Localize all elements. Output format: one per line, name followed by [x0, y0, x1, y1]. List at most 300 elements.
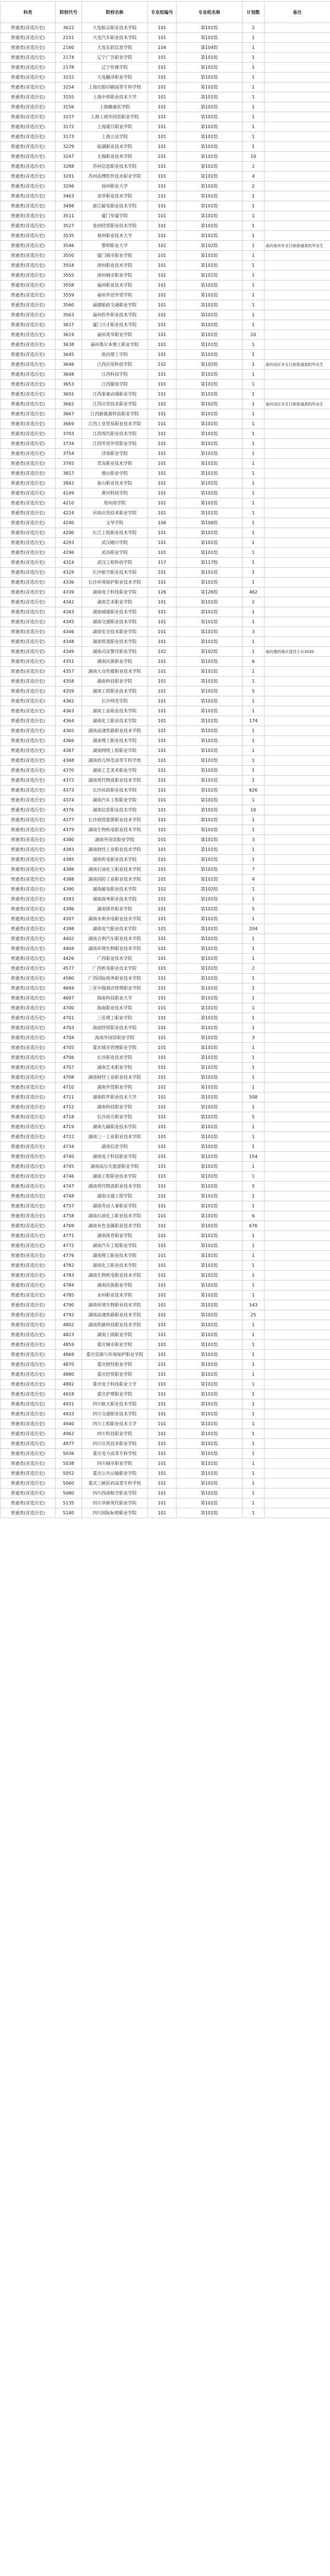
school-name-cell: 江西科技学院	[82, 370, 148, 380]
school-name-cell: 硅湖职业技术学院	[82, 142, 148, 152]
table-row	[1, 340, 330, 350]
table-row	[1, 776, 330, 786]
school-name-cell: 湖南汽车工程职业学院	[82, 1241, 148, 1251]
category-cell: 普通类(首选历史)	[1, 835, 56, 845]
plan-count-cell: 1	[243, 984, 265, 993]
school-name-cell: 厦门城市职业学院	[82, 251, 148, 261]
school-code-cell: 4388	[56, 875, 82, 885]
table-row	[1, 132, 330, 142]
category-cell: 普通类(首选历史)	[1, 528, 56, 538]
category-cell: 普通类(首选历史)	[1, 597, 56, 607]
group-number-cell: 101	[148, 1083, 177, 1092]
category-cell: 普通类(首选历史)	[1, 1211, 56, 1221]
remarks-cell	[265, 380, 330, 389]
table-row	[1, 1102, 330, 1112]
table-row	[1, 83, 330, 92]
school-code-cell: 3527	[56, 221, 82, 231]
group-number-cell: 101	[148, 23, 177, 33]
plan-count-cell: 543	[243, 1300, 265, 1310]
group-name-cell: 第101组	[177, 756, 243, 766]
category-cell: 普通类(首选历史)	[1, 1152, 56, 1162]
remarks-cell: 面向设区市全日制普通高校毕业生	[265, 399, 330, 409]
table-row	[1, 1380, 330, 1389]
group-number-cell: 101	[148, 201, 177, 211]
school-code-cell: 3554	[56, 261, 82, 271]
header-school-name: 院校名称	[82, 2, 148, 23]
group-name-cell: 第101组	[177, 1508, 243, 1518]
school-name-cell: 海南外国语职业学院	[82, 1033, 148, 1043]
group-name-cell: 第101组	[177, 944, 243, 954]
group-number-cell: 101	[148, 102, 177, 112]
table-row	[1, 63, 330, 73]
table-row	[1, 974, 330, 984]
group-name-cell: 第101组	[177, 1281, 243, 1290]
group-number-cell: 102	[148, 885, 177, 894]
table-row	[1, 1182, 330, 1191]
group-number-cell: 101	[148, 508, 177, 518]
plan-count-cell: 3	[243, 627, 265, 637]
group-name-cell: 第101组	[177, 1350, 243, 1360]
category-cell: 普通类(首选历史)	[1, 1033, 56, 1043]
school-code-cell: 3638	[56, 340, 82, 350]
group-number-cell: 101	[148, 409, 177, 419]
school-code-cell: 4383	[56, 845, 82, 855]
school-code-cell: 5038	[56, 1459, 82, 1469]
group-number-cell: 101	[148, 389, 177, 399]
group-name-cell: 第101组	[177, 1132, 243, 1142]
group-number-cell: 101	[148, 330, 177, 340]
school-code-cell: 4710	[56, 1083, 82, 1092]
remarks-cell	[265, 1063, 330, 1073]
remarks-cell	[265, 271, 330, 281]
category-cell: 普通类(首选历史)	[1, 716, 56, 726]
school-code-cell: 4359	[56, 686, 82, 696]
plan-count-cell: 1	[243, 558, 265, 568]
group-name-cell: 第101组	[177, 380, 243, 389]
group-number-cell: 101	[148, 1053, 177, 1063]
plan-count-cell: 1	[243, 518, 265, 528]
school-code-cell: 5052	[56, 1469, 82, 1479]
school-name-cell: 重庆三峡医药高等专科学校	[82, 1479, 148, 1489]
plan-count-cell: 5	[243, 904, 265, 914]
school-code-cell: 4365	[56, 726, 82, 736]
school-name-cell: 湖南九嶷职业技术学院	[82, 1122, 148, 1132]
table-row	[1, 53, 330, 63]
group-number-cell: 101	[148, 607, 177, 617]
table-row	[1, 1320, 330, 1330]
table-row	[1, 290, 330, 300]
school-name-cell: 湖南体育职业学院	[82, 1231, 148, 1241]
remarks-cell	[265, 1122, 330, 1132]
remarks-cell	[265, 607, 330, 617]
remarks-cell	[265, 122, 330, 132]
category-cell: 普通类(首选历史)	[1, 241, 56, 251]
category-cell: 普通类(首选历史)	[1, 1340, 56, 1350]
school-code-cell: 4705	[56, 1043, 82, 1053]
group-number-cell: 101	[148, 776, 177, 786]
remarks-cell	[265, 102, 330, 112]
group-name-cell: 第101组	[177, 1043, 243, 1053]
plan-count-cell: 174	[243, 716, 265, 726]
group-name-cell: 第101组	[177, 776, 243, 786]
group-name-cell: 第101组	[177, 231, 243, 241]
plan-count-cell: 1	[243, 201, 265, 211]
school-name-cell: 长沙航空职业技术学院	[82, 568, 148, 578]
table-row	[1, 1231, 330, 1241]
school-name-cell: 河南应用技术职业学院	[82, 508, 148, 518]
category-cell: 普通类(首选历史)	[1, 894, 56, 904]
group-name-cell: 第101组	[177, 1033, 243, 1043]
school-name-cell: 青岛职业技术学院	[82, 459, 148, 469]
table-row	[1, 1459, 330, 1469]
school-code-cell: 4373	[56, 786, 82, 795]
school-name-cell: 四川城市职业学院	[82, 1459, 148, 1469]
school-code-cell: 4349	[56, 647, 82, 657]
remarks-cell	[265, 1092, 330, 1102]
group-name-cell: 第101组	[177, 627, 243, 637]
group-number-cell: 101	[148, 1231, 177, 1241]
school-code-cell: 4390	[56, 885, 82, 894]
group-name-cell: 第101组	[177, 686, 243, 696]
group-number-cell: 101	[148, 944, 177, 954]
school-code-cell: 4397	[56, 914, 82, 924]
category-cell: 普通类(首选历史)	[1, 469, 56, 479]
group-name-cell: 第101组	[177, 73, 243, 83]
remarks-cell	[265, 1449, 330, 1459]
remarks-cell	[265, 1221, 330, 1231]
category-cell: 普通类(首选历史)	[1, 1191, 56, 1201]
category-cell: 普通类(首选历史)	[1, 1320, 56, 1330]
plan-count-cell: 1	[243, 1360, 265, 1370]
remarks-cell	[265, 1489, 330, 1498]
group-name-cell: 第101组	[177, 568, 243, 578]
table-row	[1, 667, 330, 677]
group-number-cell: 101	[148, 1172, 177, 1182]
remarks-cell	[265, 1350, 330, 1360]
school-name-cell: 大连东软信息学院	[82, 43, 148, 53]
school-name-cell: 泉州职业技术大学	[82, 231, 148, 241]
plan-count-cell: 1	[243, 1023, 265, 1033]
plan-count-cell: 1	[243, 1013, 265, 1023]
group-number-cell: 101	[148, 1122, 177, 1132]
group-name-cell: 第101组	[177, 677, 243, 686]
remarks-cell	[265, 23, 330, 33]
category-cell: 普通类(首选历史)	[1, 924, 56, 934]
school-name-cell: 福州职业技术学院	[82, 281, 148, 290]
school-code-cell: 4711	[56, 1092, 82, 1102]
school-code-cell: 4882	[56, 1380, 82, 1389]
group-number-cell: 101	[148, 736, 177, 746]
school-code-cell: 3655	[56, 389, 82, 399]
group-number-cell: 101	[148, 1459, 177, 1469]
plan-count-cell: 1	[243, 1162, 265, 1172]
plan-count-cell: 1	[243, 954, 265, 964]
table-row	[1, 954, 330, 964]
group-number-cell: 101	[148, 73, 177, 83]
group-number-cell: 101	[148, 538, 177, 548]
plan-count-cell: 7	[243, 865, 265, 875]
group-name-cell: 第101组	[177, 1152, 243, 1162]
plan-count-cell: 1	[243, 1508, 265, 1518]
school-name-cell: 大连翻译职业学院	[82, 73, 148, 83]
header-school-code: 院校代号	[56, 2, 82, 23]
plan-count-cell: 1	[243, 488, 265, 498]
group-name-cell: 第101组	[177, 1310, 243, 1320]
school-code-cell: 4880	[56, 1370, 82, 1380]
school-code-cell: 5080	[56, 1489, 82, 1498]
plan-count-cell: 1	[243, 33, 265, 43]
remarks-cell	[265, 479, 330, 488]
group-name-cell: 第101组	[177, 736, 243, 746]
school-code-cell: 3463	[56, 191, 82, 201]
category-cell: 普通类(首选历史)	[1, 459, 56, 469]
remarks-cell	[265, 1340, 330, 1350]
plan-count-cell: 1	[243, 795, 265, 805]
school-code-cell: 3765	[56, 459, 82, 469]
remarks-cell	[265, 726, 330, 736]
category-cell: 普通类(首选历史)	[1, 1231, 56, 1241]
table-row	[1, 221, 330, 231]
plan-count-cell: 1	[243, 1489, 265, 1498]
remarks-cell	[265, 449, 330, 459]
group-number-cell: 101	[148, 182, 177, 191]
school-name-cell: 重庆资源与环境保护职业学院	[82, 1350, 148, 1360]
group-number-cell: 101	[148, 1419, 177, 1429]
group-name-cell: 第101组	[177, 1479, 243, 1489]
remarks-cell	[265, 1479, 330, 1489]
plan-count-cell: 1	[243, 815, 265, 825]
school-name-cell: 湖南国防工业职业技术学院	[82, 875, 148, 885]
group-number-cell: 101	[148, 528, 177, 538]
school-name-cell: 南昌理工学院	[82, 350, 148, 360]
group-number-cell: 101	[148, 162, 177, 172]
group-number-cell: 101	[148, 1191, 177, 1201]
group-number-cell: 101	[148, 766, 177, 776]
group-number-cell: 101	[148, 964, 177, 974]
category-cell: 普通类(首选历史)	[1, 875, 56, 885]
plan-count-cell: 1	[243, 1191, 265, 1201]
plan-count-cell: 1	[243, 944, 265, 954]
table-row	[1, 1498, 330, 1508]
table-row	[1, 1003, 330, 1013]
table-row	[1, 1053, 330, 1063]
school-name-cell: 湖南现代物流职业技术学院	[82, 776, 148, 786]
category-cell: 普通类(首选历史)	[1, 885, 56, 894]
school-code-cell: 3152	[56, 73, 82, 83]
remarks-cell	[265, 518, 330, 528]
school-name-cell: 湖南科技职业学院	[82, 1102, 148, 1112]
table-row	[1, 756, 330, 766]
table-row	[1, 1013, 330, 1023]
table-row	[1, 1132, 330, 1142]
plan-count-cell: 1	[243, 934, 265, 944]
category-cell: 普通类(首选历史)	[1, 756, 56, 766]
table-row	[1, 439, 330, 449]
table-row	[1, 726, 330, 736]
plan-count-cell: 1	[243, 1201, 265, 1211]
school-name-cell: 武汉工程科技学院	[82, 558, 148, 568]
group-number-cell: 117	[148, 558, 177, 568]
plan-count-cell: 1	[243, 271, 265, 281]
school-name-cell: 上海工商外国语职业学院	[82, 112, 148, 122]
school-code-cell: 2174	[56, 53, 82, 63]
remarks-cell	[265, 1013, 330, 1023]
school-name-cell: 湖南有色金属职业技术学院	[82, 1221, 148, 1231]
group-name-cell: 第101组	[177, 1023, 243, 1033]
group-number-cell: 101	[148, 498, 177, 508]
group-number-cell: 101	[148, 696, 177, 706]
category-cell: 普通类(首选历史)	[1, 647, 56, 657]
category-cell: 普通类(首选历史)	[1, 865, 56, 875]
school-name-cell: 湖南环境生物职业技术学院	[82, 1300, 148, 1310]
group-number-cell: 101	[148, 578, 177, 587]
category-cell: 普通类(首选历史)	[1, 1043, 56, 1053]
school-name-cell: 湖南外贸职业学院	[82, 1083, 148, 1092]
plan-count-cell: 1	[243, 449, 265, 459]
school-code-cell: 4368	[56, 756, 82, 766]
remarks-cell	[265, 855, 330, 865]
category-cell: 普通类(首选历史)	[1, 1459, 56, 1469]
school-name-cell: 江西新能源科技职业学院	[82, 409, 148, 419]
school-name-cell: 湖南网络工程职业学院	[82, 746, 148, 756]
table-row	[1, 647, 330, 657]
school-name-cell: 湖南外国语职业学院	[82, 835, 148, 845]
group-number-cell: 101	[148, 340, 177, 350]
plan-count-cell: 1	[243, 389, 265, 399]
school-code-cell: 4345	[56, 617, 82, 627]
remarks-cell	[265, 1281, 330, 1290]
category-cell: 普通类(首选历史)	[1, 578, 56, 587]
group-name-cell: 第102组	[177, 885, 243, 894]
table-row	[1, 1201, 330, 1211]
plan-count-cell: 1	[243, 607, 265, 617]
school-name-cell: 湖南电子科技职业学院	[82, 1152, 148, 1162]
school-name-cell: 湖南安全技术职业学院	[82, 627, 148, 637]
plan-count-cell: 462	[243, 587, 265, 597]
category-cell: 普通类(首选历史)	[1, 33, 56, 43]
remarks-cell	[265, 885, 330, 894]
category-cell: 普通类(首选历史)	[1, 43, 56, 53]
group-number-cell: 101	[148, 112, 177, 122]
school-name-cell: 上海中侨职业技术大学	[82, 92, 148, 102]
category-cell: 普通类(首选历史)	[1, 677, 56, 686]
plan-count-cell: 1	[243, 1330, 265, 1340]
category-cell: 普通类(首选历史)	[1, 1389, 56, 1399]
category-cell: 普通类(首选历史)	[1, 320, 56, 330]
plan-count-cell: 1	[243, 548, 265, 558]
school-code-cell: 4718	[56, 1112, 82, 1122]
category-cell: 普通类(首选历史)	[1, 825, 56, 835]
category-cell: 普通类(首选历史)	[1, 360, 56, 370]
category-cell: 普通类(首选历史)	[1, 1479, 56, 1489]
table-row	[1, 894, 330, 904]
group-number-cell: 101	[148, 904, 177, 914]
group-name-cell: 第101组	[177, 92, 243, 102]
table-row	[1, 142, 330, 152]
school-code-cell: 3646	[56, 360, 82, 370]
category-cell: 普通类(首选历史)	[1, 310, 56, 320]
table-row	[1, 518, 330, 528]
category-cell: 普通类(首选历史)	[1, 667, 56, 677]
school-name-cell: 漳州职业技术学院	[82, 261, 148, 271]
category-cell: 普通类(首选历史)	[1, 1261, 56, 1271]
table-row	[1, 1429, 330, 1439]
school-name-cell: 黄河科技学院	[82, 488, 148, 498]
group-name-cell: 第101组	[177, 825, 243, 835]
school-name-cell: 湖南铁道职业技术学院	[82, 637, 148, 647]
remarks-cell	[265, 805, 330, 815]
group-number-cell: 101	[148, 568, 177, 578]
table-row	[1, 261, 330, 271]
group-number-cell: 104	[148, 43, 177, 53]
remarks-cell	[265, 142, 330, 152]
category-cell: 普通类(首选历史)	[1, 984, 56, 993]
school-code-cell: 3173	[56, 132, 82, 142]
plan-count-cell: 1	[243, 73, 265, 83]
school-name-cell: 厦门华厦学院	[82, 211, 148, 221]
school-code-cell: 4374	[56, 795, 82, 805]
group-number-cell: 101	[148, 1310, 177, 1320]
group-name-cell: 第101组	[177, 1251, 243, 1261]
remarks-cell	[265, 677, 330, 686]
remarks-cell	[265, 1469, 330, 1479]
plan-count-cell: 1	[243, 439, 265, 449]
category-cell: 普通类(首选历史)	[1, 449, 56, 459]
school-code-cell: 4784	[56, 1281, 82, 1290]
table-row	[1, 984, 330, 993]
category-cell: 普通类(首选历史)	[1, 182, 56, 191]
school-name-cell: 福州软件职业技术学院	[82, 310, 148, 320]
school-name-cell: 重庆护理职业学院	[82, 1389, 148, 1399]
category-cell: 普通类(首选历史)	[1, 1310, 56, 1320]
table-row	[1, 73, 330, 83]
group-number-cell: 101	[148, 1479, 177, 1489]
plan-count-cell: 1	[243, 677, 265, 686]
group-number-cell: 101	[148, 469, 177, 479]
school-code-cell: 4385	[56, 855, 82, 865]
table-row	[1, 716, 330, 726]
table-row	[1, 1370, 330, 1380]
school-code-cell: 3648	[56, 370, 82, 380]
group-number-cell: 101	[148, 261, 177, 271]
remarks-cell	[265, 1023, 330, 1033]
category-cell: 普通类(首选历史)	[1, 132, 56, 142]
group-name-cell: 第101组	[177, 548, 243, 558]
school-code-cell: 3155	[56, 92, 82, 102]
school-name-cell: 重庆经贸职业学院	[82, 1370, 148, 1380]
school-name-cell: 上海立达学院	[82, 132, 148, 142]
school-name-cell: 重庆财经职业学院	[82, 1360, 148, 1370]
remarks-cell	[265, 1459, 330, 1469]
category-cell: 普通类(首选历史)	[1, 162, 56, 172]
school-name-cell: 苏州高博软件技术职业学院	[82, 172, 148, 182]
group-name-cell: 第101组	[177, 1370, 243, 1380]
school-code-cell: 4782	[56, 1261, 82, 1271]
plan-count-cell: 1	[243, 508, 265, 518]
table-row	[1, 1330, 330, 1340]
school-name-cell: 泉州经贸职业技术学院	[82, 221, 148, 231]
table-row	[1, 152, 330, 162]
plan-count-cell: 1	[243, 1251, 265, 1261]
remarks-cell	[265, 1429, 330, 1439]
remarks-cell	[265, 1142, 330, 1152]
category-cell: 普通类(首选历史)	[1, 1083, 56, 1092]
plan-count-cell: 1	[243, 132, 265, 142]
plan-count-cell: 1	[243, 459, 265, 469]
school-name-cell: 上海健康医学院	[82, 102, 148, 112]
school-name-cell: 金华职业技术学院	[82, 191, 148, 201]
category-cell: 普通类(首选历史)	[1, 399, 56, 409]
